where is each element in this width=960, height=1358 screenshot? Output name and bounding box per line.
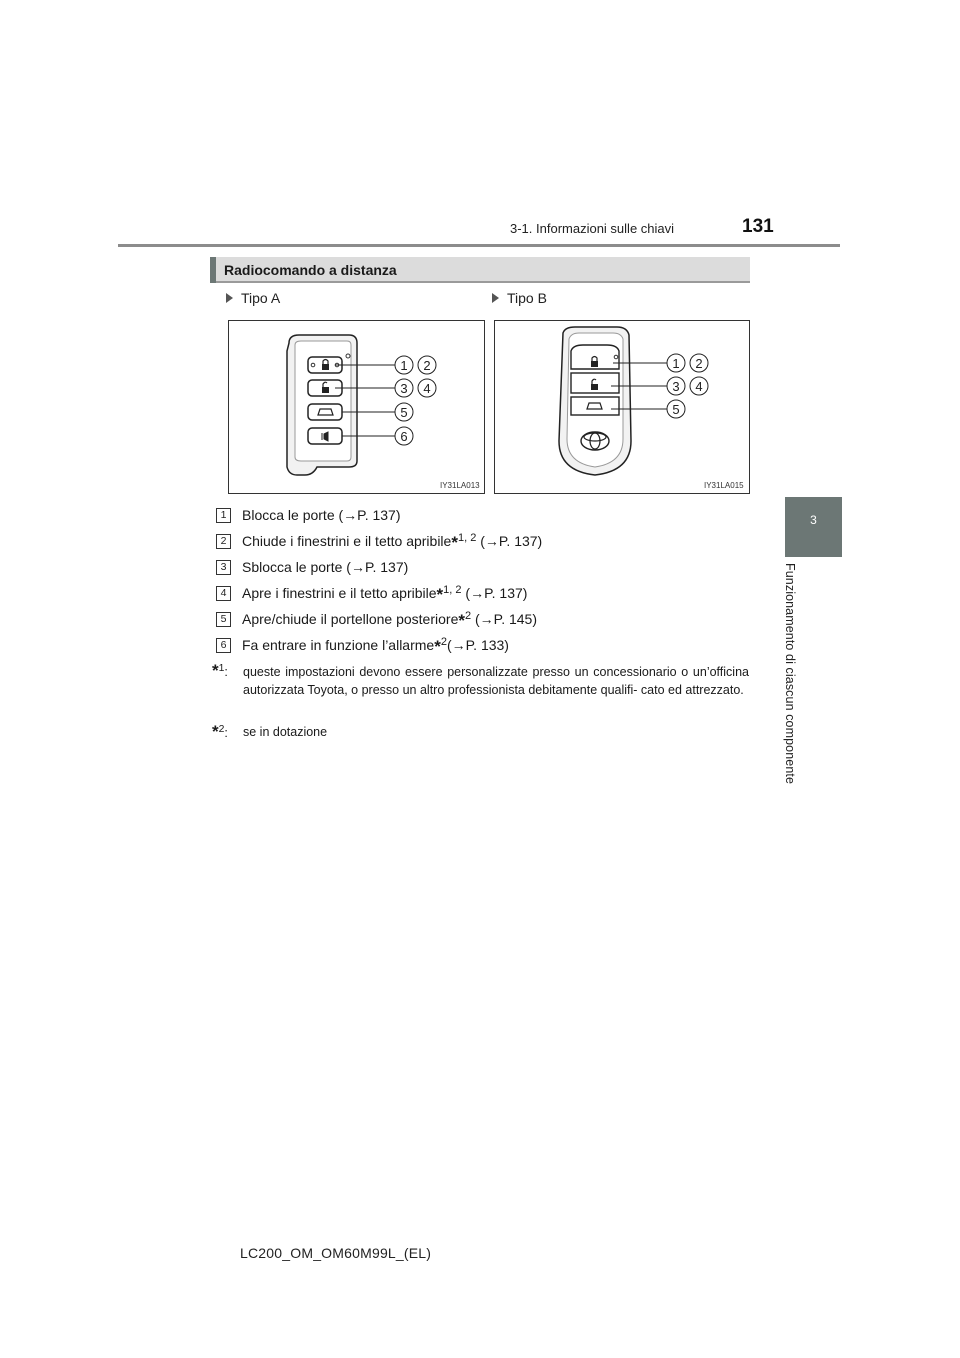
- list-item: Blocca le porte (→P. 137): [242, 507, 401, 523]
- header-rule: [118, 244, 840, 247]
- figure-type-a: [228, 320, 485, 494]
- callout-4: 4: [423, 381, 431, 396]
- footnote-1-marker: *$^1$:: [212, 661, 228, 680]
- chapter-tab-number: 3: [810, 513, 817, 527]
- footnote-2-text: se in dotazione: [243, 725, 328, 739]
- callout-6: 6: [400, 429, 408, 444]
- key-fob-type-b-illustration: [495, 321, 749, 493]
- callout-5: 5: [672, 402, 680, 417]
- running-header-section: 3-1. Informazioni sulle chiavi: [510, 221, 675, 236]
- page-number: 131: [742, 216, 774, 237]
- callout-3: 3: [672, 379, 680, 394]
- list-item: Sblocca le porte (→P. 137): [242, 559, 409, 575]
- triangle-bullet-icon: [492, 293, 499, 303]
- chapter-tab-title: Funzionamento di ciascun componente: [783, 563, 797, 784]
- list-item: Fa entrare in funzione l’allarme*$^2$(→P. 133): [242, 636, 509, 656]
- item-number-box: 4: [216, 586, 231, 601]
- type-a-label: Tipo A: [241, 290, 281, 306]
- callout-2: 2: [423, 358, 431, 373]
- footnote-1-text: queste impostazioni devono essere personalizzate presso un concessionario o un’officina autorizzata Toyota, o presso un altro professionista debitamente qualifi- cato ed attrezzato.: [243, 665, 749, 697]
- document-code-footer: LC200_OM_OM60M99L_(EL): [240, 1245, 432, 1261]
- figure-code: IY31LA015: [704, 481, 744, 490]
- item-number-box: 5: [216, 612, 231, 627]
- chapter-tab: [785, 497, 842, 557]
- list-item: Apre i finestrini e il tetto apribile*$^{1, 2}$ (→P. 137): [242, 584, 528, 604]
- callout-3: 3: [400, 381, 408, 396]
- figure-type-b: [494, 320, 750, 494]
- triangle-bullet-icon: [226, 293, 233, 303]
- callout-1: 1: [400, 358, 408, 373]
- figure-code: IY31LA013: [440, 481, 480, 490]
- footnote-2-marker: *$^2$:: [212, 722, 228, 741]
- callout-5: 5: [400, 405, 408, 420]
- list-item: Chiude i finestrini e il tetto apribile*$^{1, 2}$ (→P. 137): [242, 532, 543, 552]
- section-heading-accent: [210, 257, 216, 283]
- type-b-label: Tipo B: [507, 290, 547, 306]
- item-number-box: 6: [216, 638, 231, 653]
- section-heading: Radiocomando a distanza: [224, 262, 397, 278]
- item-number-box: 1: [216, 508, 231, 523]
- item-number-box: 3: [216, 560, 231, 575]
- item-number-box: 2: [216, 534, 231, 549]
- callout-4: 4: [695, 379, 703, 394]
- callout-2: 2: [695, 356, 703, 371]
- callout-1: 1: [672, 356, 680, 371]
- list-item: Apre/chiude il portellone posteriore*$^2$ (→P. 145): [242, 610, 538, 630]
- key-fob-type-a-illustration: [229, 321, 484, 493]
